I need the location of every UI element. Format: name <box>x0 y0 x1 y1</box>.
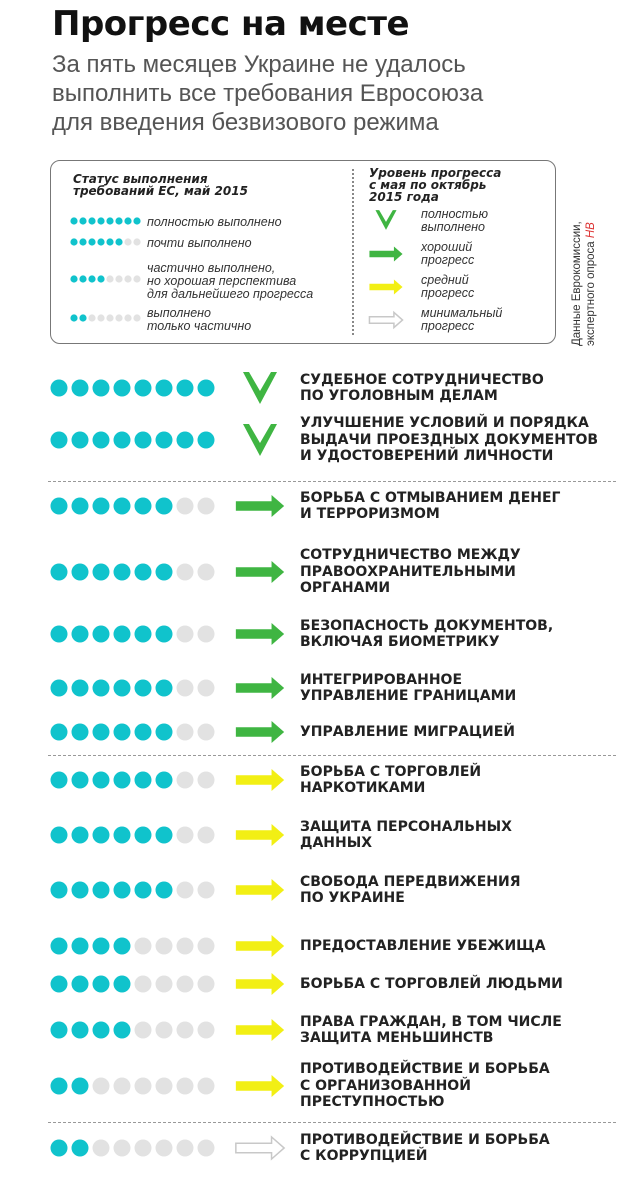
legend-dot-filled <box>115 217 122 224</box>
arrow-good-icon <box>369 246 402 261</box>
legend-dot-filled <box>97 275 104 282</box>
status-dot-filled <box>51 882 68 899</box>
legend-dot-filled <box>70 275 77 282</box>
status-dot-filled <box>135 564 152 581</box>
requirement-label-line: ПРАВА ГРАЖДАН, В ТОМ ЧИСЛЕ <box>300 1013 562 1030</box>
status-dot-filled <box>51 564 68 581</box>
status-dot-empty <box>156 976 173 993</box>
legend-status-title: Статус выполнения требований ЕС, май 2015 <box>73 172 248 198</box>
status-dot-empty <box>198 724 215 741</box>
check-icon <box>243 424 277 456</box>
legend-dot-filled <box>97 217 104 224</box>
status-dot-filled <box>156 564 173 581</box>
status-dot-filled <box>114 564 131 581</box>
status-dot-empty <box>198 680 215 697</box>
status-dot-empty <box>198 976 215 993</box>
status-dot-filled <box>93 938 110 955</box>
subtitle-line: За пять месяцев Украине не удалось <box>52 51 466 78</box>
status-dot-filled <box>156 432 173 449</box>
status-dot-empty <box>177 1140 194 1157</box>
legend-status-label: полностью выполнено <box>147 215 282 229</box>
status-dot-filled <box>51 498 68 515</box>
requirement-label-line: УПРАВЛЕНИЕ ГРАНИЦАМИ <box>300 688 517 704</box>
subtitle-line: выполнить все требования Евросоюза <box>52 80 484 107</box>
status-dot-filled <box>51 1140 68 1157</box>
legend-dot-filled <box>70 314 77 321</box>
legend-status-label: почти выполнено <box>147 236 252 250</box>
requirement-label-line: БЕЗОПАСНОСТЬ ДОКУМЕНТОВ, <box>300 617 554 634</box>
status-dot-filled <box>51 938 68 955</box>
legend-dot-filled <box>79 238 86 245</box>
arrow-medium-icon <box>236 973 284 995</box>
status-dot-filled <box>114 938 131 955</box>
requirement-label-line: ИНТЕГРИРОВАННОЕ <box>300 671 463 688</box>
legend-progress-label: средний прогресс <box>421 273 475 300</box>
legend-dot-filled <box>133 217 140 224</box>
status-dot-filled <box>114 432 131 449</box>
legend-dot-empty <box>106 275 113 282</box>
requirement-label-line: ДАННЫХ <box>300 835 373 851</box>
requirement-label-line: БОРЬБА С ТОРГОВЛЕЙ <box>300 763 482 780</box>
status-dot-filled <box>114 626 131 643</box>
status-dot-filled <box>198 432 215 449</box>
status-dot-filled <box>93 626 110 643</box>
requirement-label-line: ВКЛЮЧАЯ БИОМЕТРИКУ <box>300 634 500 650</box>
legend-dot-filled <box>79 314 86 321</box>
status-dot-filled <box>135 626 152 643</box>
status-dot-filled <box>156 724 173 741</box>
legend-dot-filled <box>124 217 131 224</box>
status-dot-filled <box>72 772 89 789</box>
requirement-label-line: С ОРГАНИЗОВАННОЙ <box>300 1077 471 1094</box>
arrow-medium-icon <box>369 279 402 294</box>
status-dot-filled <box>135 772 152 789</box>
status-dot-filled <box>51 380 68 397</box>
legend-dot-empty <box>88 314 95 321</box>
page-title: Прогресс на месте <box>52 4 409 44</box>
status-dot-empty <box>198 938 215 955</box>
status-dot-empty <box>135 1140 152 1157</box>
legend-dot-filled <box>115 238 122 245</box>
subtitle-line: для введения безвизового режима <box>52 109 439 136</box>
legend-progress-label: хороший прогресс <box>421 240 475 267</box>
legend-dot-filled <box>97 238 104 245</box>
status-dot-filled <box>156 380 173 397</box>
status-dot-empty <box>177 1022 194 1039</box>
requirement-label-line: СОТРУДНИЧЕСТВО МЕЖДУ <box>300 547 521 564</box>
legend-dot-empty <box>106 314 113 321</box>
requirement-label-line: СВОБОДА ПЕРЕДВИЖЕНИЯ <box>300 873 521 890</box>
status-dot-filled <box>135 724 152 741</box>
status-dot-filled <box>72 1140 89 1157</box>
status-dot-filled <box>156 626 173 643</box>
arrow-minimal-icon <box>369 312 402 327</box>
status-dot-empty <box>156 1078 173 1095</box>
status-dot-filled <box>93 380 110 397</box>
status-dot-filled <box>135 827 152 844</box>
status-dot-empty <box>135 1022 152 1039</box>
status-dot-filled <box>156 498 173 515</box>
legend-dot-filled <box>79 275 86 282</box>
legend-dot-empty <box>124 238 131 245</box>
status-dot-filled <box>93 882 110 899</box>
status-dot-filled <box>72 882 89 899</box>
status-dot-filled <box>51 976 68 993</box>
status-dot-empty <box>135 976 152 993</box>
status-dot-filled <box>93 680 110 697</box>
status-dot-empty <box>177 498 194 515</box>
status-dot-filled <box>114 380 131 397</box>
requirement-label-line: УЛУЧШЕНИЕ УСЛОВИЙ И ПОРЯДКА <box>300 415 589 432</box>
legend-dot-filled <box>106 238 113 245</box>
status-dot-filled <box>72 626 89 643</box>
requirement-label-line: ВЫДАЧИ ПРОЕЗДНЫХ ДОКУМЕНТОВ <box>300 431 599 448</box>
arrow-good-icon <box>236 561 284 583</box>
arrow-good-icon <box>236 677 284 699</box>
status-dot-filled <box>93 1022 110 1039</box>
status-dot-filled <box>72 432 89 449</box>
legend-status-label: выполнено только частично <box>147 306 252 333</box>
arrow-medium-icon <box>236 824 284 846</box>
requirement-label-line: БОРЬБА С ОТМЫВАНИЕМ ДЕНЕГ <box>300 489 561 506</box>
status-dot-filled <box>51 724 68 741</box>
status-dot-empty <box>177 1078 194 1095</box>
status-dot-filled <box>177 380 194 397</box>
status-dot-filled <box>72 498 89 515</box>
status-dot-empty <box>156 1140 173 1157</box>
legend-dot-filled <box>106 217 113 224</box>
requirement-label-line: И ТЕРРОРИЗМОМ <box>300 506 440 522</box>
status-dot-filled <box>93 432 110 449</box>
requirement-label-line: С КОРРУПЦИЕЙ <box>300 1148 428 1164</box>
status-dot-filled <box>51 626 68 643</box>
status-dot-empty <box>177 724 194 741</box>
legend-progress-title: Уровень прогресса с мая по октябрь 2015 года <box>369 166 502 204</box>
arrow-medium-icon <box>236 769 284 791</box>
status-dot-filled <box>135 380 152 397</box>
status-dot-filled <box>114 882 131 899</box>
status-dot-empty <box>198 498 215 515</box>
status-dot-empty <box>198 772 215 789</box>
requirement-label-line: ПРЕДОСТАВЛЕНИЕ УБЕЖИЩА <box>300 937 546 954</box>
requirement-label-line: НАРКОТИКАМИ <box>300 780 426 796</box>
arrow-medium-icon <box>236 935 284 957</box>
arrow-minimal-icon <box>236 1137 284 1159</box>
status-dot-filled <box>51 680 68 697</box>
legend-dot-filled <box>79 217 86 224</box>
status-dot-filled <box>72 680 89 697</box>
source-note: Данные Еврокомиссии, экспертного опроса НВ <box>571 221 597 346</box>
requirement-label-line: ЗАЩИТА МЕНЬШИНСТВ <box>300 1030 494 1046</box>
status-dot-filled <box>114 976 131 993</box>
status-dot-filled <box>51 432 68 449</box>
status-dot-empty <box>93 1140 110 1157</box>
status-dot-empty <box>177 976 194 993</box>
status-dot-filled <box>114 498 131 515</box>
legend-dot-empty <box>115 314 122 321</box>
status-dot-empty <box>198 827 215 844</box>
status-dot-empty <box>177 827 194 844</box>
legend-dot-empty <box>124 314 131 321</box>
requirement-label-line: И УДОСТОВЕРЕНИЙ ЛИЧНОСТИ <box>300 448 554 465</box>
status-dot-empty <box>114 1140 131 1157</box>
requirement-label-line: ПРОТИВОДЕЙСТВИЕ И БОРЬБА <box>300 1131 550 1148</box>
brand-nv: НВ <box>585 222 597 239</box>
check-icon <box>243 372 277 404</box>
requirement-label-line: ПРОТИВОДЕЙСТВИЕ И БОРЬБА <box>300 1061 550 1078</box>
status-dot-filled <box>72 564 89 581</box>
status-dot-filled <box>114 827 131 844</box>
status-dot-empty <box>135 938 152 955</box>
status-dot-empty <box>177 564 194 581</box>
requirement-label-line: ОРГАНАМИ <box>300 580 391 597</box>
status-dot-filled <box>135 882 152 899</box>
legend-dot-filled <box>88 275 95 282</box>
status-dot-empty <box>114 1078 131 1095</box>
status-dot-filled <box>156 772 173 789</box>
requirement-label-line: УПРАВЛЕНИЕ МИГРАЦИЕЙ <box>300 723 515 740</box>
legend-dot-empty <box>97 314 104 321</box>
status-dot-filled <box>114 680 131 697</box>
legend-dot-filled <box>88 217 95 224</box>
status-dot-filled <box>72 1022 89 1039</box>
status-dot-filled <box>135 498 152 515</box>
requirement-label-line: ПРАВООХРАНИТЕЛЬНЫМИ <box>300 563 516 580</box>
status-dot-empty <box>135 1078 152 1095</box>
status-dot-empty <box>198 1022 215 1039</box>
status-dot-filled <box>177 432 194 449</box>
status-dot-filled <box>72 724 89 741</box>
arrow-good-icon <box>236 721 284 743</box>
status-dot-filled <box>114 772 131 789</box>
status-dot-filled <box>156 827 173 844</box>
status-dot-empty <box>177 772 194 789</box>
status-dot-filled <box>51 827 68 844</box>
arrow-medium-icon <box>236 879 284 901</box>
requirement-label-line: СУДЕБНОЕ СОТРУДНИЧЕСТВО <box>300 371 544 388</box>
requirement-label-line: ПО УКРАИНЕ <box>300 890 405 906</box>
legend-dot-filled <box>88 238 95 245</box>
status-dot-filled <box>114 1022 131 1039</box>
status-dot-filled <box>135 680 152 697</box>
status-dot-filled <box>156 882 173 899</box>
status-dot-empty <box>177 680 194 697</box>
legend-dot-filled <box>70 217 77 224</box>
status-dot-empty <box>177 882 194 899</box>
legend-progress-label: минимальный прогресс <box>421 306 503 333</box>
status-dot-empty <box>198 626 215 643</box>
status-dot-filled <box>93 498 110 515</box>
status-dot-filled <box>72 1078 89 1095</box>
status-dot-empty <box>198 564 215 581</box>
legend-dot-empty <box>124 275 131 282</box>
status-dot-filled <box>93 564 110 581</box>
status-dot-filled <box>72 938 89 955</box>
status-dot-filled <box>135 432 152 449</box>
check-icon <box>375 210 396 230</box>
status-dot-filled <box>51 772 68 789</box>
legend-dot-empty <box>133 275 140 282</box>
legend-status-label: частично выполнено, но хорошая перспектива для дальнейшего прогресса <box>147 261 314 301</box>
arrow-good-icon <box>236 623 284 645</box>
status-dot-filled <box>198 380 215 397</box>
status-dot-filled <box>51 1078 68 1095</box>
status-dot-filled <box>93 724 110 741</box>
requirement-label-line: ПО УГОЛОВНЫМ ДЕЛАМ <box>300 388 498 404</box>
status-dot-filled <box>72 827 89 844</box>
status-dot-filled <box>72 976 89 993</box>
status-dot-empty <box>177 938 194 955</box>
requirement-label-line: ЗАЩИТА ПЕРСОНАЛЬНЫХ <box>300 818 512 835</box>
status-dot-empty <box>198 1078 215 1095</box>
status-dot-filled <box>114 724 131 741</box>
status-dot-filled <box>93 772 110 789</box>
status-dot-filled <box>51 1022 68 1039</box>
status-dot-filled <box>156 680 173 697</box>
legend-dot-empty <box>115 275 122 282</box>
status-dot-empty <box>93 1078 110 1095</box>
status-dot-empty <box>198 1140 215 1157</box>
status-dot-empty <box>177 626 194 643</box>
status-dot-filled <box>93 827 110 844</box>
arrow-medium-icon <box>236 1075 284 1097</box>
status-dot-empty <box>156 938 173 955</box>
status-dot-filled <box>72 380 89 397</box>
requirement-label-line: БОРЬБА С ТОРГОВЛЕЙ ЛЮДЬМИ <box>300 975 563 992</box>
legend-dot-filled <box>70 238 77 245</box>
status-dot-filled <box>93 976 110 993</box>
arrow-good-icon <box>236 495 284 517</box>
status-dot-empty <box>198 882 215 899</box>
requirement-label-line: ПРЕСТУПНОСТЬЮ <box>300 1094 445 1111</box>
legend-progress-label: полностью выполнено <box>421 207 489 234</box>
legend-dot-empty <box>133 314 140 321</box>
arrow-medium-icon <box>236 1019 284 1041</box>
status-dot-empty <box>156 1022 173 1039</box>
legend-dot-empty <box>133 238 140 245</box>
